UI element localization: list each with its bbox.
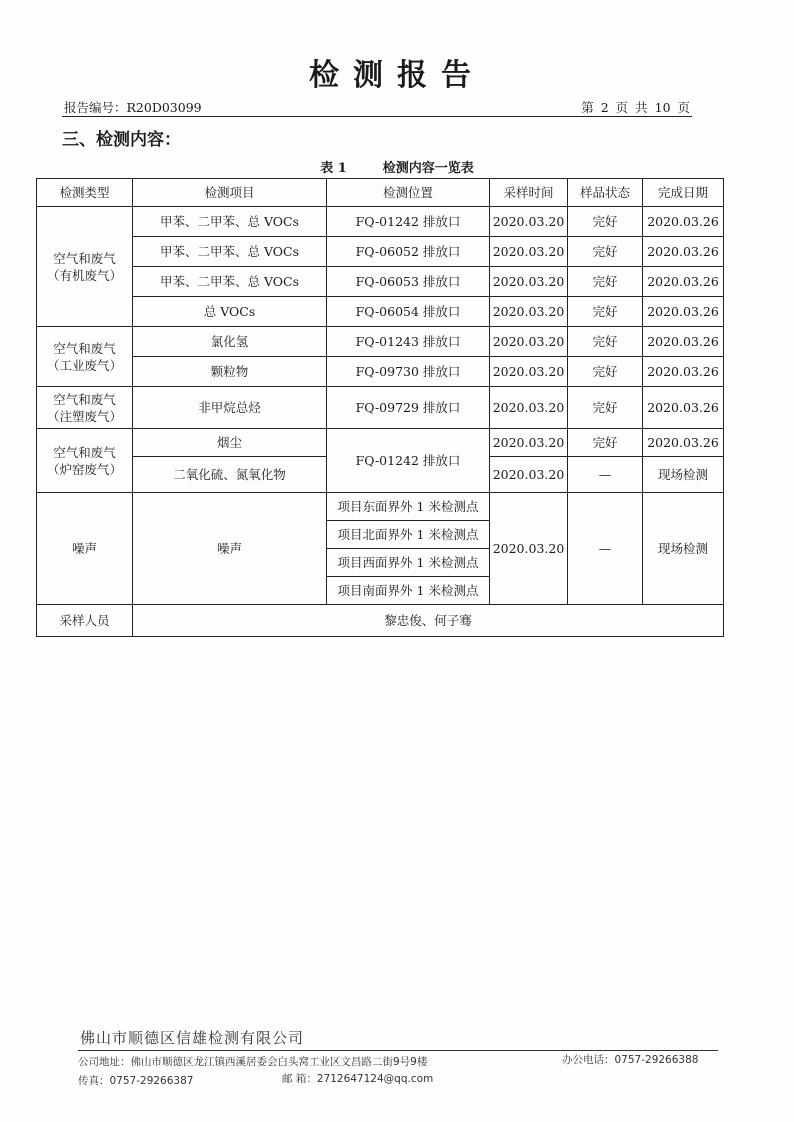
time-cell: 2020.03.20 — [490, 457, 568, 493]
date-cell: 2020.03.26 — [643, 429, 724, 457]
time-cell: 2020.03.20 — [490, 429, 568, 457]
status-cell: 完好 — [568, 387, 643, 429]
time-cell: 2020.03.20 — [490, 357, 568, 387]
header-cell: 检测位置 — [327, 179, 490, 207]
header-cell: 检测类型 — [37, 179, 133, 207]
date-cell: 2020.03.26 — [643, 237, 724, 267]
footer-email — [282, 1071, 433, 1087]
item-cell: 非甲烷总烃 — [133, 387, 327, 429]
date-cell: 2020.03.26 — [643, 207, 724, 237]
location-cell: FQ-01242 排放口 — [327, 207, 490, 237]
report-title: 检测报告 — [309, 58, 485, 93]
header-cell: 样品状态 — [568, 179, 643, 207]
item-cell: 甲苯、二甲苯、总 VOCs — [133, 207, 327, 237]
type-line1: 空气和废气 — [53, 340, 116, 356]
item-cell: 氯化氢 — [133, 327, 327, 357]
sampler-label: 采样人员 — [37, 605, 133, 637]
footer-email-value: 2712647124@qq.com — [316, 1073, 434, 1085]
location-cell: FQ-09729 排放口 — [327, 387, 490, 429]
report-meta-line — [62, 100, 692, 117]
location-cell: 项目西面界外 1 米检测点 — [327, 549, 490, 577]
header-cell: 完成日期 — [643, 179, 724, 207]
table-row — [37, 387, 724, 429]
type-line2: （炉窑废气） — [46, 461, 122, 477]
detection-content-table — [36, 178, 724, 637]
item-cell: 二氧化硫、氮氧化物 — [133, 457, 327, 493]
header-cell: 采样时间 — [490, 179, 568, 207]
type-line2: （有机废气） — [46, 267, 122, 283]
location-cell: FQ-06053 排放口 — [327, 267, 490, 297]
status-cell: 完好 — [568, 327, 643, 357]
footer-address: 公司地址：佛山市顺德区龙江镇西溪居委会白头窝工业区文昌路二街9号9楼 — [78, 1056, 428, 1068]
date-cell: 2020.03.26 — [643, 267, 724, 297]
location-cell: FQ-06054 排放口 — [327, 297, 490, 327]
footer-fax: 传真：0757-29266387 — [78, 1075, 194, 1087]
type-line1: 空气和废气 — [53, 391, 116, 407]
status-cell: 完好 — [568, 237, 643, 267]
item-cell: 甲苯、二甲苯、总 VOCs — [133, 267, 327, 297]
section-title: 三、检测内容： — [62, 130, 181, 150]
status-cell: 完好 — [568, 267, 643, 297]
table-row — [37, 297, 724, 327]
time-cell: 2020.03.20 — [490, 327, 568, 357]
time-cell: 2020.03.20 — [490, 237, 568, 267]
date-cell: 现场检测 — [643, 493, 724, 605]
table-row — [37, 207, 724, 237]
table-row — [37, 237, 724, 267]
time-cell: 2020.03.20 — [490, 267, 568, 297]
table-row — [37, 429, 724, 457]
type-line2: （注塑废气） — [46, 408, 122, 424]
time-cell: 2020.03.20 — [490, 207, 568, 237]
location-cell: FQ-06052 排放口 — [327, 237, 490, 267]
table-row — [37, 357, 724, 387]
type-line1: 空气和废气 — [53, 250, 116, 266]
status-cell: 完好 — [568, 429, 643, 457]
date-cell: 2020.03.26 — [643, 327, 724, 357]
type-cell: 噪声 — [37, 493, 133, 605]
item-cell: 噪声 — [133, 493, 327, 605]
date-cell: 现场检测 — [643, 457, 724, 493]
header-cell: 检测项目 — [133, 179, 327, 207]
item-cell: 颗粒物 — [133, 357, 327, 387]
sampler-names: 黎忠俊、何子骞 — [133, 605, 724, 637]
location-cell: FQ-01242 排放口 — [327, 429, 490, 493]
footer-email-label: 邮 箱： — [282, 1073, 317, 1085]
location-cell: FQ-01243 排放口 — [327, 327, 490, 357]
status-cell: 完好 — [568, 297, 643, 327]
location-cell: FQ-09730 排放口 — [327, 357, 490, 387]
table-caption — [0, 160, 794, 178]
footer-divider — [78, 1050, 718, 1051]
type-cell — [37, 207, 133, 327]
time-cell: 2020.03.20 — [490, 387, 568, 429]
table-header-row — [37, 179, 724, 207]
status-cell: 完好 — [568, 207, 643, 237]
type-cell — [37, 429, 133, 493]
table-row — [37, 493, 724, 521]
date-cell: 2020.03.26 — [643, 297, 724, 327]
date-cell: 2020.03.26 — [643, 387, 724, 429]
location-cell: 项目北面界外 1 米检测点 — [327, 521, 490, 549]
footer-office-phone: 办公电话：0757-29266388 — [562, 1054, 699, 1066]
type-cell — [37, 327, 133, 387]
date-cell: 2020.03.26 — [643, 357, 724, 387]
report-number: 报告编号：R20D03099 — [64, 100, 202, 115]
type-line1: 空气和废气 — [53, 444, 116, 460]
table-row — [37, 327, 724, 357]
item-cell: 总 VOCs — [133, 297, 327, 327]
item-cell: 烟尘 — [133, 429, 327, 457]
footer-company-name: 佛山市顺德区信雄检测有限公司 — [80, 1029, 305, 1047]
location-cell: 项目东面界外 1 米检测点 — [327, 493, 490, 521]
table-caption-label: 表 1 — [320, 161, 347, 176]
status-cell: — — [568, 493, 643, 605]
time-cell: 2020.03.20 — [490, 297, 568, 327]
status-cell: — — [568, 457, 643, 493]
sampler-row — [37, 605, 724, 637]
table-row — [37, 267, 724, 297]
table-caption-text: 检测内容一览表 — [382, 161, 474, 176]
type-cell — [37, 387, 133, 429]
location-cell: 项目南面界外 1 米检测点 — [327, 577, 490, 605]
item-cell: 甲苯、二甲苯、总 VOCs — [133, 237, 327, 267]
type-line2: （工业废气） — [46, 357, 122, 373]
status-cell: 完好 — [568, 357, 643, 387]
time-cell: 2020.03.20 — [490, 493, 568, 605]
page-info: 第 2 页 共 10 页 — [581, 100, 690, 115]
